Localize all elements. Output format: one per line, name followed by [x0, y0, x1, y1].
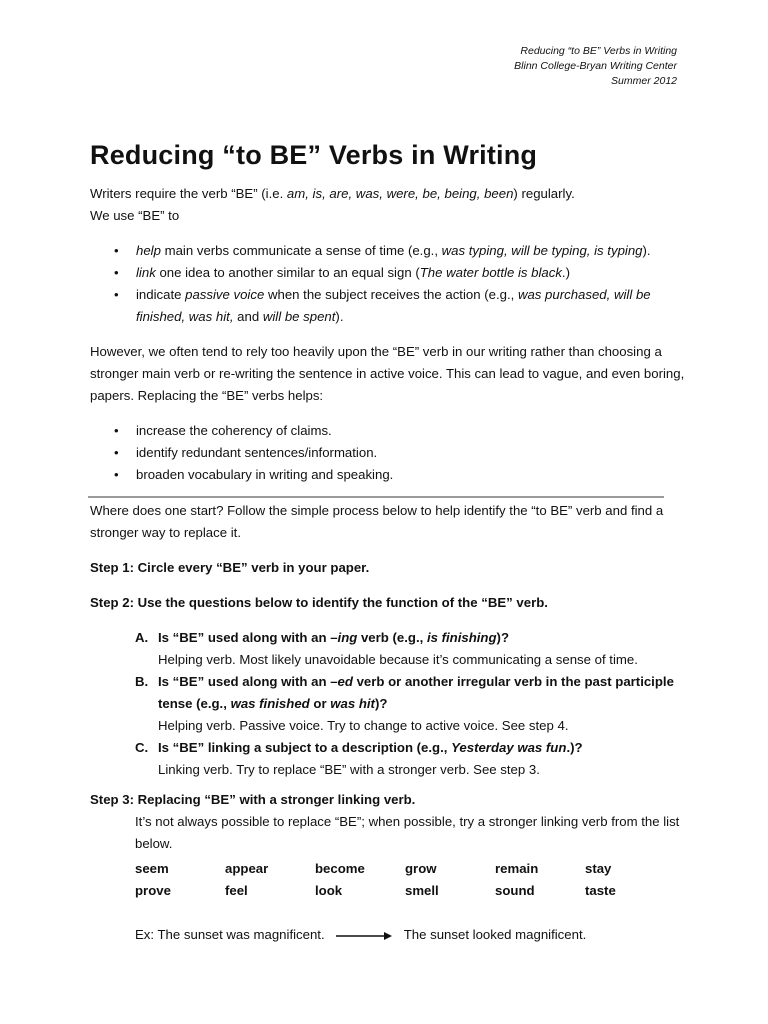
step-2-heading: Step 2: Use the questions below to identify the function of the “BE” verb.: [90, 595, 548, 610]
verb-item: smell: [405, 883, 439, 898]
right-arrow-icon: [336, 931, 392, 941]
intro-section: [90, 183, 690, 486]
steps-section: [90, 500, 690, 855]
list-item: • link one idea to another similar to an equal sign (The water bottle is black.): [90, 262, 690, 284]
verb-item: appear: [225, 861, 269, 876]
verb-item: become: [315, 861, 365, 876]
verb-item: grow: [405, 861, 437, 876]
be-uses-list: [90, 240, 690, 328]
bullet-icon: •: [114, 467, 119, 482]
verb-item: sound: [495, 883, 535, 898]
verb-item: feel: [225, 883, 248, 898]
step-1-heading: Step 1: Circle every “BE” verb in your paper.: [90, 560, 370, 575]
however-paragraph: However, we often tend to rely too heavily upon the “BE” verb in our writing rather than choosing a stronger main verb or re-writing the sentence in active voice. This can lead to vague, and even boring, papers. Replacing the “BE” verbs helps:: [90, 344, 685, 403]
answer-a: Helping verb. Most likely unavoidable because it’s communicating a sense of time.: [158, 652, 638, 667]
step-3-text: It’s not always possible to replace “BE”; when possible, try a stronger linking verb from the list below.: [135, 814, 680, 851]
answer-b: Helping verb. Passive voice. Try to change to active voice. See step 4.: [158, 718, 569, 733]
header-line-1: Reducing “to BE” Verbs in Writing: [520, 45, 677, 57]
verb-item: remain: [495, 861, 539, 876]
bullet-icon: •: [114, 265, 119, 280]
list-item: • increase the coherency of claims.: [90, 420, 690, 442]
bullet-icon: •: [114, 445, 119, 460]
verb-item: seem: [135, 861, 169, 876]
header-line-3: Summer 2012: [611, 75, 677, 87]
list-item: • help main verbs communicate a sense of time (e.g., was typing, will be typing, is typing).: [90, 240, 690, 262]
step-3-heading: Step 3: Replacing “BE” with a stronger linking verb.: [90, 792, 416, 807]
benefits-list: [90, 420, 690, 486]
document-title: Reducing “to BE” Verbs in Writing: [90, 140, 538, 170]
bullet-icon: •: [114, 243, 119, 258]
intro-line-1: Writers require the verb “BE” (i.e. am, is, are, was, were, be, being, been) regularly.: [90, 186, 575, 201]
verb-item: stay: [585, 861, 612, 876]
verb-item: prove: [135, 883, 171, 898]
question-b: B. Is “BE” used along with an –ed verb or another irregular verb in the past participle tense (e.g., was finished or was hit)? Helping verb. Passive voice. Try to change to active voice. See step 4.: [135, 674, 674, 733]
list-item: • broaden vocabulary in writing and speaking.: [90, 464, 690, 486]
list-item: • indicate passive voice when the subject receives the action (e.g., was purchased, will be finished, was hit, and will be spent).: [90, 284, 690, 328]
question-a: A. Is “BE” used along with an –ing verb (e.g., is finishing)? Helping verb. Most likely unavoidable because it’s communicating a sense of time.: [135, 630, 638, 667]
start-paragraph: Where does one start? Follow the simple process below to help identify the “to BE” verb and find a stronger way to replace it.: [90, 503, 664, 540]
section-divider: [88, 496, 664, 498]
questions-list: [90, 627, 690, 781]
page-header: [514, 44, 677, 89]
verb-item: look: [315, 883, 343, 898]
example-before: The sunset was magnificent.: [157, 927, 325, 942]
linking-verbs-grid: [135, 858, 675, 902]
example-after: The sunset looked magnificent.: [403, 927, 587, 942]
example-line: [135, 924, 695, 946]
bullet-icon: •: [114, 423, 119, 438]
example-label: Ex:: [135, 927, 155, 942]
bullet-icon: •: [114, 287, 119, 302]
question-c: C. Is “BE” linking a subject to a description (e.g., Yesterday was fun.)? Linking verb. Try to replace “BE” with a stronger verb. See step 3.: [135, 740, 583, 777]
answer-c: Linking verb. Try to replace “BE” with a stronger verb. See step 3.: [158, 762, 540, 777]
list-item: • identify redundant sentences/information.: [90, 442, 690, 464]
verb-item: taste: [585, 883, 616, 898]
header-line-2: Blinn College-Bryan Writing Center: [514, 60, 677, 72]
intro-line-2: We use “BE” to: [90, 208, 180, 223]
